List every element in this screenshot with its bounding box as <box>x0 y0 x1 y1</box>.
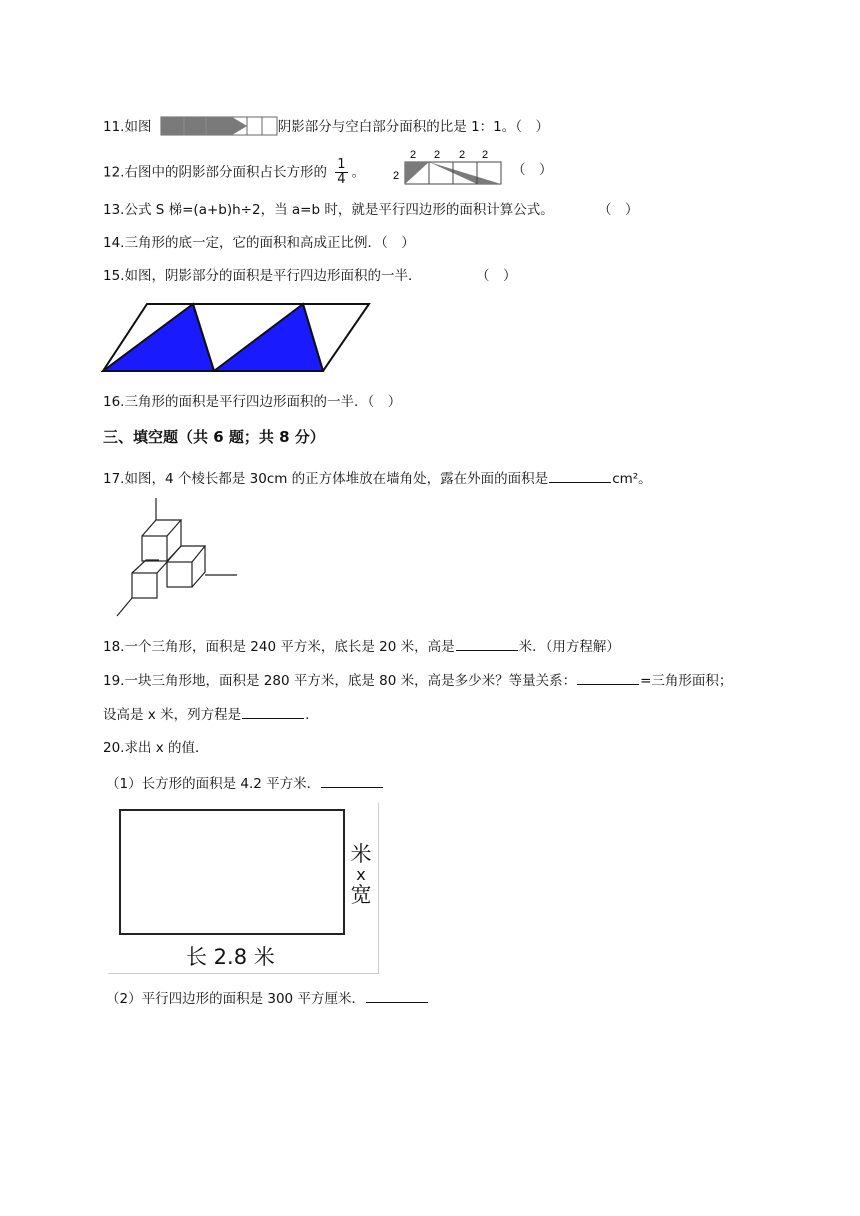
question-19-text-c: 设高是 x 米，列方程是 <box>103 707 242 723</box>
question-11-text-b: 阴影部分与空白部分面积的比是 1：1。（ ） <box>277 119 550 135</box>
fraction-numerator: 1 <box>337 157 346 172</box>
question-13-paren: （ ） <box>598 202 639 218</box>
question-18 <box>103 636 620 657</box>
fraction-denominator: 4 <box>337 172 346 187</box>
width-label-char: 宽 <box>350 883 372 907</box>
question-15-paren: （ ） <box>476 268 517 284</box>
question-18-text-b: 米．（用方程解） <box>518 639 620 655</box>
answer-blank[interactable] <box>366 988 428 1003</box>
question-17-figure <box>115 498 239 618</box>
answer-blank[interactable] <box>242 704 304 719</box>
question-15-text: 15.如图，阴影部分的面积是平行四边形面积的一半． <box>103 268 422 284</box>
figure-label: 2 <box>410 149 417 161</box>
question-18-text-a: 18.一个三角形，面积是 240 平方米，底长是 20 米，高是 <box>103 639 455 655</box>
question-12-figure <box>392 148 504 188</box>
question-11-text-a: 11.如图 <box>103 119 152 135</box>
question-17-text-b: cm²。 <box>612 471 652 487</box>
question-20-sub-1-text: （1）长方形的面积是 4.2 平方米． <box>106 776 321 792</box>
question-16-text: 16.三角形的面积是平行四边形面积的一半．（ ） <box>103 394 402 410</box>
question-13-text: 13.公式 S 梯=(a+b)h÷2，当 a=b 时，就是平行四边形的面积计算公式。 <box>103 202 554 218</box>
question-11-figure <box>160 116 278 136</box>
answer-blank[interactable] <box>549 468 611 483</box>
question-20-sub-2-text: （2）平行四边形的面积是 300 平方厘米． <box>106 991 365 1007</box>
question-15-figure <box>101 301 373 375</box>
rectangle-shape <box>119 809 345 935</box>
answer-blank[interactable] <box>577 670 639 685</box>
question-19-text-d: . <box>305 707 310 723</box>
question-19-line-1 <box>103 670 732 691</box>
question-19-text-a: 19.一块三角形地，面积是 280 平方米，底是 80 米，高是多少米？等量关系： <box>103 673 577 689</box>
question-20-sub-1 <box>106 773 384 794</box>
figure-label: 2 <box>393 170 400 182</box>
rectangle-width-label <box>348 843 374 907</box>
question-14-text: 14.三角形的底一定，它的面积和高成正比例．（ ） <box>103 235 415 251</box>
question-19-line-2 <box>103 704 309 725</box>
question-11 <box>103 116 549 137</box>
question-20-rectangle-figure <box>108 803 379 974</box>
question-12-paren: （ ） <box>512 162 553 178</box>
question-12 <box>103 158 365 187</box>
question-12-text-b: 。 <box>351 164 366 181</box>
figure-label: 2 <box>482 149 489 161</box>
rectangle-length-label: 长 2.8 米 <box>186 945 275 969</box>
section-title: 三、填空题（共 6 题；共 8 分） <box>103 428 325 446</box>
figure-label: 2 <box>459 149 466 161</box>
width-label-char: x <box>356 865 366 884</box>
question-17 <box>103 468 652 489</box>
answer-blank[interactable] <box>456 636 518 651</box>
question-20-sub-2 <box>106 988 429 1009</box>
question-19-text-b: =三角形面积； <box>640 673 733 689</box>
width-label-char: 米 <box>350 842 372 866</box>
question-20-text: 20.求出 x 的值． <box>103 740 209 756</box>
figure-label: 2 <box>434 149 441 161</box>
question-12-text-a: 12.右图中的阴影部分面积占长方形的 <box>103 164 327 181</box>
question-12-fraction <box>335 158 347 187</box>
answer-blank[interactable] <box>321 773 383 788</box>
question-17-text-a: 17.如图，4 个棱长都是 30cm 的正方体堆放在墙角处，露在外面的面积是 <box>103 471 549 487</box>
